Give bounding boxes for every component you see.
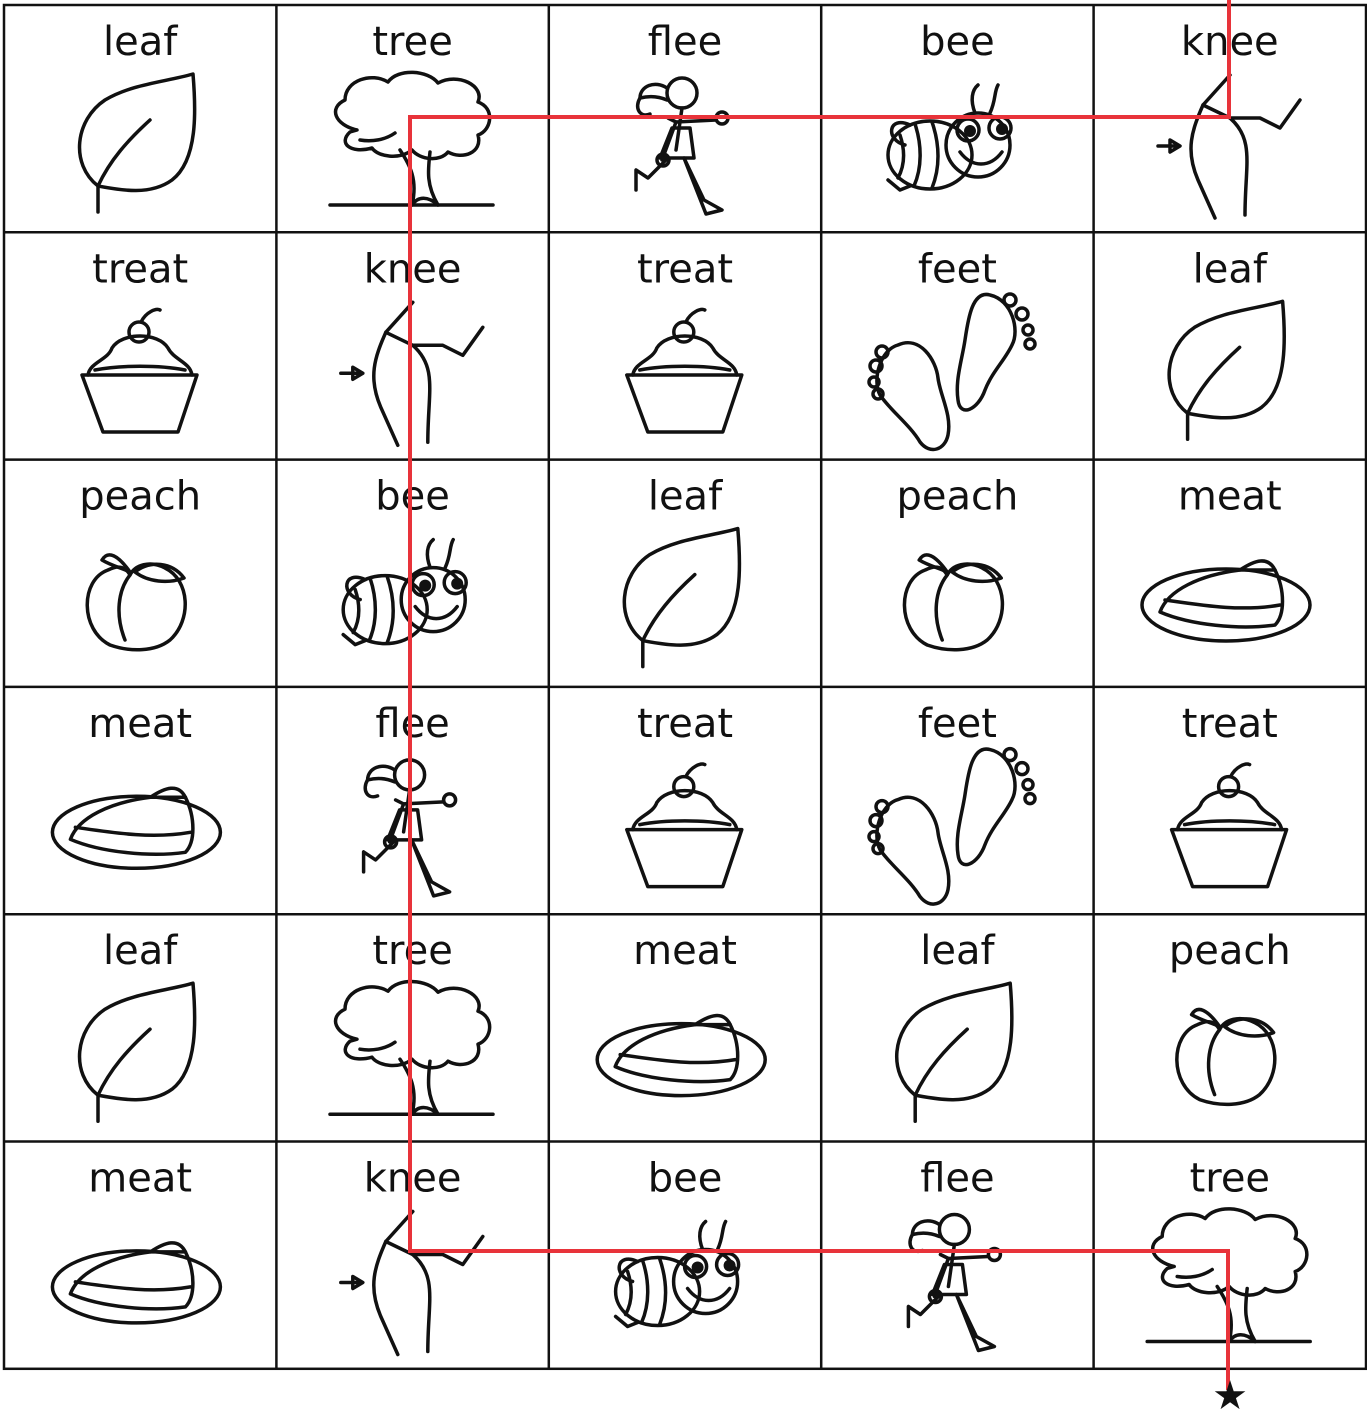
maze-cell-leaf [1169, 246, 1284, 439]
cell-word: treat [1181, 700, 1278, 747]
cell-word: leaf [647, 473, 723, 520]
cell-word: flee [375, 700, 450, 747]
cell-word: peach [1168, 928, 1291, 975]
cell-word: knee [363, 1155, 462, 1202]
maze-cell-leaf [897, 928, 1012, 1121]
maze-cell-meat [52, 1156, 220, 1323]
leaf-icon [624, 529, 739, 667]
maze-cell-treat [627, 246, 742, 432]
maze-cell-feet [869, 701, 1035, 904]
maze-cell-treat [82, 246, 197, 432]
maze-cell-leaf [80, 928, 195, 1121]
cell-word: leaf [103, 928, 178, 975]
cell-word: meat [88, 700, 193, 747]
maze-cell-peach [1169, 928, 1291, 1104]
maze-cell-treat [627, 701, 742, 887]
cell-word: flee [920, 1155, 995, 1202]
maze-cell-peach [79, 474, 201, 650]
cell-word: leaf [103, 19, 178, 65]
cell-word: bee [920, 19, 995, 65]
bee-icon [888, 85, 1011, 190]
cell-word: tree [372, 928, 453, 975]
cell-word: leaf [1192, 246, 1267, 293]
cell-word: leaf [920, 928, 995, 975]
peach-icon [87, 555, 185, 650]
cell-word: flee [647, 19, 723, 65]
cell-word: bee [647, 1155, 723, 1202]
maze-cell-meat [52, 701, 220, 868]
maze-cell-leaf [624, 474, 739, 667]
cell-word: bee [375, 473, 450, 520]
cupcake-icon [82, 310, 197, 433]
cell-word: meat [88, 1155, 193, 1202]
meat-icon [52, 788, 220, 868]
feet-icon [869, 749, 1035, 904]
cupcake-icon [627, 310, 742, 433]
cell-word: feet [917, 246, 997, 293]
maze-cell-feet [869, 246, 1035, 449]
cell-word: meat [633, 928, 737, 975]
maze-cell-peach [896, 474, 1018, 650]
bee-icon [616, 1222, 739, 1327]
cell-word: tree [372, 19, 453, 65]
meat-icon [597, 1016, 765, 1096]
maze-cell-leaf [80, 19, 195, 212]
cell-word: feet [917, 700, 997, 747]
cupcake-icon [1172, 764, 1287, 887]
peach-icon [904, 555, 1002, 650]
star-icon: ★ [1212, 1373, 1248, 1409]
feet-icon [869, 294, 1035, 449]
cell-word: meat [1177, 473, 1282, 520]
cell-word: treat [636, 700, 734, 747]
leaf-icon [80, 74, 195, 212]
cell-word: treat [92, 246, 189, 293]
meat-icon [1142, 561, 1310, 641]
cupcake-icon [627, 764, 742, 887]
cell-word: knee [363, 246, 462, 293]
maze-cell-bee [343, 474, 466, 645]
maze-cell-bee [888, 19, 1011, 190]
solution-path [410, 0, 1229, 1390]
bee-icon [343, 540, 466, 645]
leaf-icon [897, 983, 1012, 1121]
cell-word: knee [1180, 19, 1279, 65]
leaf-icon [1169, 301, 1284, 439]
peach-icon [1177, 1009, 1275, 1104]
cell-word: peach [79, 473, 202, 520]
maze-cell-bee [616, 1156, 739, 1327]
maze-cell-meat [597, 928, 765, 1095]
cell-word: tree [1189, 1155, 1271, 1202]
running-girl-icon [636, 78, 728, 214]
maze-cell-meat [1142, 474, 1310, 641]
cell-word: peach [896, 473, 1019, 520]
meat-icon [52, 1243, 220, 1323]
cell-word: treat [636, 246, 734, 293]
maze-cell-treat [1172, 701, 1287, 887]
running-girl-icon [908, 1215, 1000, 1351]
leaf-icon [80, 983, 195, 1121]
